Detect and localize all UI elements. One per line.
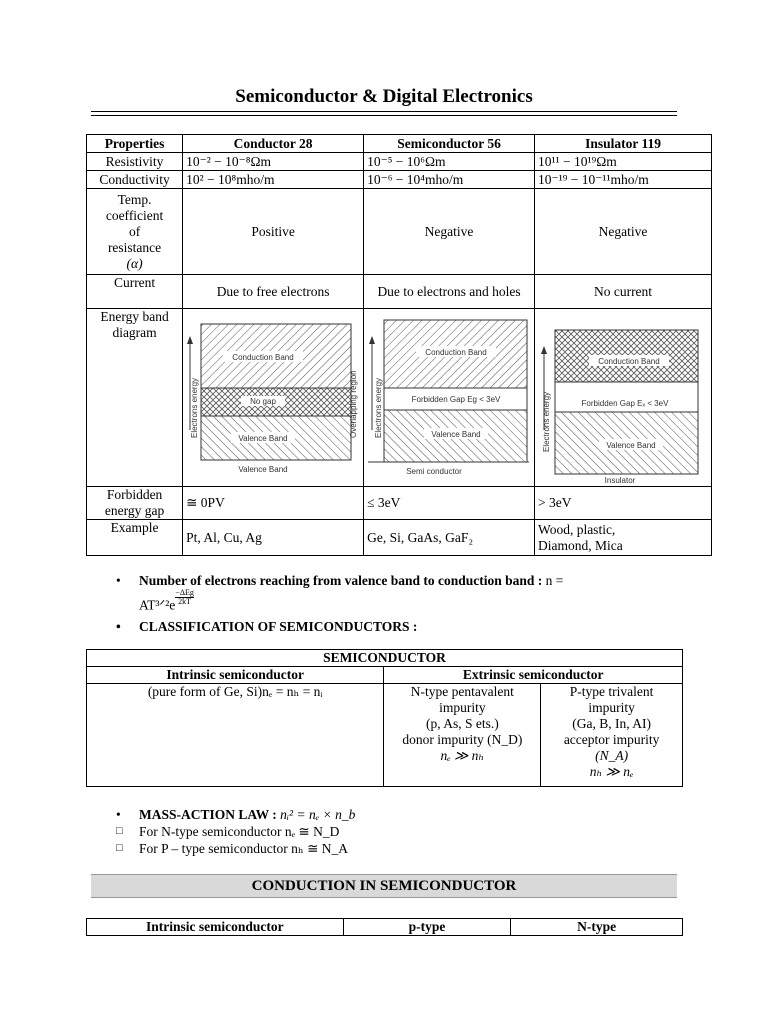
temp-coeff-insulator: Negative: [535, 189, 712, 275]
ntype-line: impurity: [439, 700, 486, 715]
ptype-line: (N_A): [595, 748, 629, 763]
insulator-band-diagram-cell: [535, 309, 712, 487]
header-conductor: Conductor 28: [183, 135, 364, 153]
conductivity-conductor: 10² − 10⁸mho/m: [183, 171, 364, 189]
temp-coeff-label-line: of: [128, 223, 141, 239]
temp-coeff-label-line: resistance: [107, 239, 162, 255]
energy-band-label: [87, 309, 183, 487]
current-semiconductor: Due to electrons and holes: [364, 275, 535, 309]
example-insulator-line: Wood, plastic,: [538, 521, 616, 537]
semiconductor-classification-table: [86, 649, 683, 787]
conduction-heading: CONDUCTION IN SEMICONDUCTOR: [91, 874, 677, 898]
valence-band-label: Valence Band: [431, 429, 481, 439]
temp-coeff-semiconductor: Negative: [364, 189, 535, 275]
forbidden-gap-conductor: ≅ 0PV: [183, 487, 364, 520]
conduction-band-label: Conduction Band: [598, 356, 660, 366]
conduction-table: [86, 918, 683, 936]
temp-coeff-label: [87, 189, 183, 275]
properties-table: [86, 134, 712, 556]
overlapping-region-label: Overlapping region: [349, 369, 359, 438]
electrons-label: Number of electrons reaching from valence band to conduction band :: [139, 573, 543, 588]
conductor-band-diagram-cell: [183, 309, 364, 487]
exponent-denominator: 2kT: [175, 597, 194, 606]
arrow-head: [369, 336, 375, 344]
example-insulator-line: Diamond, Mica: [538, 537, 623, 553]
mass-action-formula: nᵢ² = nₑ × n_b: [280, 807, 356, 822]
table-row-conductivity: [87, 171, 712, 189]
example-semiconductor: Ge, Si, GaAs, GaF₂: [364, 520, 535, 556]
header-intrinsic: Intrinsic semiconductor: [87, 919, 344, 936]
arrow-head: [541, 346, 547, 354]
diagram-caption: Semi conductor: [406, 466, 462, 476]
example-label: Example: [87, 520, 183, 556]
temp-coeff-label-line: (α): [126, 255, 143, 271]
example-conductor: Pt, Al, Cu, Ag: [183, 520, 364, 556]
header-n-type: N-type: [511, 919, 683, 936]
mass-action-label: MASS-ACTION LAW :: [139, 807, 277, 822]
ntype-line: N-type pentavalent: [410, 684, 514, 699]
conductivity-semiconductor: 10⁻⁶ − 10⁴mho/m: [364, 171, 535, 189]
ptype-line: impurity: [588, 700, 635, 715]
arrow-head: [187, 336, 193, 344]
resistivity-label: Resistivity: [87, 153, 183, 171]
table-row-current: [87, 275, 712, 309]
forbidden-gap-row-label: [87, 487, 183, 520]
semiconductor-band-diagram: [364, 310, 533, 486]
extrinsic-header: Extrinsic semiconductor: [384, 667, 683, 684]
intrinsic-header: Intrinsic semiconductor: [87, 667, 384, 684]
header-properties: Properties: [87, 135, 183, 153]
intrinsic-body: (pure form of Ge, Si)nₑ = nₕ = nᵢ: [87, 684, 384, 787]
temp-coeff-label-line: coefficient: [105, 207, 164, 223]
table-row: [87, 650, 683, 667]
energy-band-label-line: Energy band: [100, 309, 169, 324]
resistivity-semiconductor: 10⁻⁵ − 10⁶Ωm: [364, 153, 535, 171]
table-row-temp-coefficient: [87, 189, 712, 275]
conductor-band-diagram: [183, 310, 362, 486]
conductivity-insulator: 10⁻¹⁹ − 10⁻¹¹mho/m: [535, 171, 712, 189]
exponent-numerator: −ΔEg: [175, 588, 194, 597]
semiconductor-header: SEMICONDUCTOR: [87, 650, 683, 667]
conduction-band-label: Conduction Band: [232, 352, 294, 362]
semiconductor-band-diagram-cell: [364, 309, 535, 487]
table-row-resistivity: [87, 153, 712, 171]
bullet-list: [116, 572, 686, 635]
temp-coeff-label-line: Temp.: [117, 191, 152, 207]
ptype-line: (Ga, B, In, AI): [572, 716, 651, 731]
energy-band-label-line: diagram: [112, 325, 157, 340]
y-axis-label: Electrons energy: [374, 377, 384, 438]
temp-coeff-conductor: Positive: [183, 189, 364, 275]
electrons-formula-b: AT³ᐟ²e: [139, 597, 176, 613]
header-insulator: Insulator 119: [535, 135, 712, 153]
insulator-band-diagram: [535, 310, 710, 486]
forbidden-gap-insulator: > 3eV: [535, 487, 712, 520]
ntype-body: [384, 684, 541, 787]
forbidden-gap-semiconductor: ≤ 3eV: [364, 487, 535, 520]
exponent-fraction: [175, 589, 194, 606]
ptype-line: acceptor impurity: [563, 732, 660, 747]
current-conductor: Due to free electrons: [183, 275, 364, 309]
table-header-row: [87, 135, 712, 153]
list-item-mass-action: [116, 806, 676, 823]
ntype-line: donor impurity (N_D): [402, 732, 523, 747]
ptype-body: [541, 684, 683, 787]
current-insulator: No current: [535, 275, 712, 309]
forbidden-gap-label-line: Forbidden: [106, 487, 163, 502]
mass-action-list: [116, 806, 676, 857]
resistivity-conductor: 10⁻² − 10⁻⁸Ωm: [183, 153, 364, 171]
header-p-type: p-type: [343, 919, 511, 936]
forbidden-gap-label-line: energy gap: [104, 503, 165, 518]
forbidden-gap-label: Forbidden Gap Eₓ < 3eV: [581, 398, 669, 408]
valence-band-label: Valence Band: [606, 440, 656, 450]
ntype-line: nₑ ≫ nₕ: [440, 748, 485, 763]
list-item-classification: • CLASSIFICATION OF SEMICONDUCTORS :: [116, 618, 686, 635]
table-row-energy-band: [87, 309, 712, 487]
y-axis-label: Electrons energy: [542, 391, 552, 452]
table-row-forbidden-gap: [87, 487, 712, 520]
table-row: [87, 684, 683, 787]
conduction-band-label: Conduction Band: [425, 347, 487, 357]
example-insulator: [535, 520, 712, 556]
resistivity-insulator: 10¹¹ − 10¹⁹Ωm: [535, 153, 712, 171]
electrons-formula-a: n =: [545, 573, 564, 588]
table-row: [87, 667, 683, 684]
title-double-rule: [91, 111, 677, 116]
list-item-ntype: □ For N-type semiconductor nₑ ≅ N_D: [116, 823, 676, 840]
no-gap-label: No gap: [250, 396, 277, 406]
current-label: Current: [87, 275, 183, 309]
diagram-caption: Valence Band: [238, 464, 288, 474]
diagram-caption: Insulator: [604, 475, 636, 485]
header-semiconductor: Semiconductor 56: [364, 135, 535, 153]
list-item-electrons: [116, 572, 686, 614]
conductivity-label: Conductivity: [87, 171, 183, 189]
ptype-line: P-type trivalent: [569, 684, 654, 699]
list-item-ptype: □ For P – type semiconductor nₕ ≅ N_A: [116, 840, 676, 857]
table-row-example: [87, 520, 712, 556]
ptype-line: nₕ ≫ nₑ: [589, 764, 634, 779]
ntype-line: (p, As, S ets.): [425, 716, 499, 731]
page-title: Semiconductor & Digital Electronics: [235, 86, 533, 107]
valence-band-label: Valence Band: [238, 433, 288, 443]
forbidden-gap-label: Forbidden Gap Eg < 3eV: [411, 394, 501, 404]
table-header-row: [87, 919, 683, 936]
y-axis-label: Electrons energy: [190, 377, 200, 438]
